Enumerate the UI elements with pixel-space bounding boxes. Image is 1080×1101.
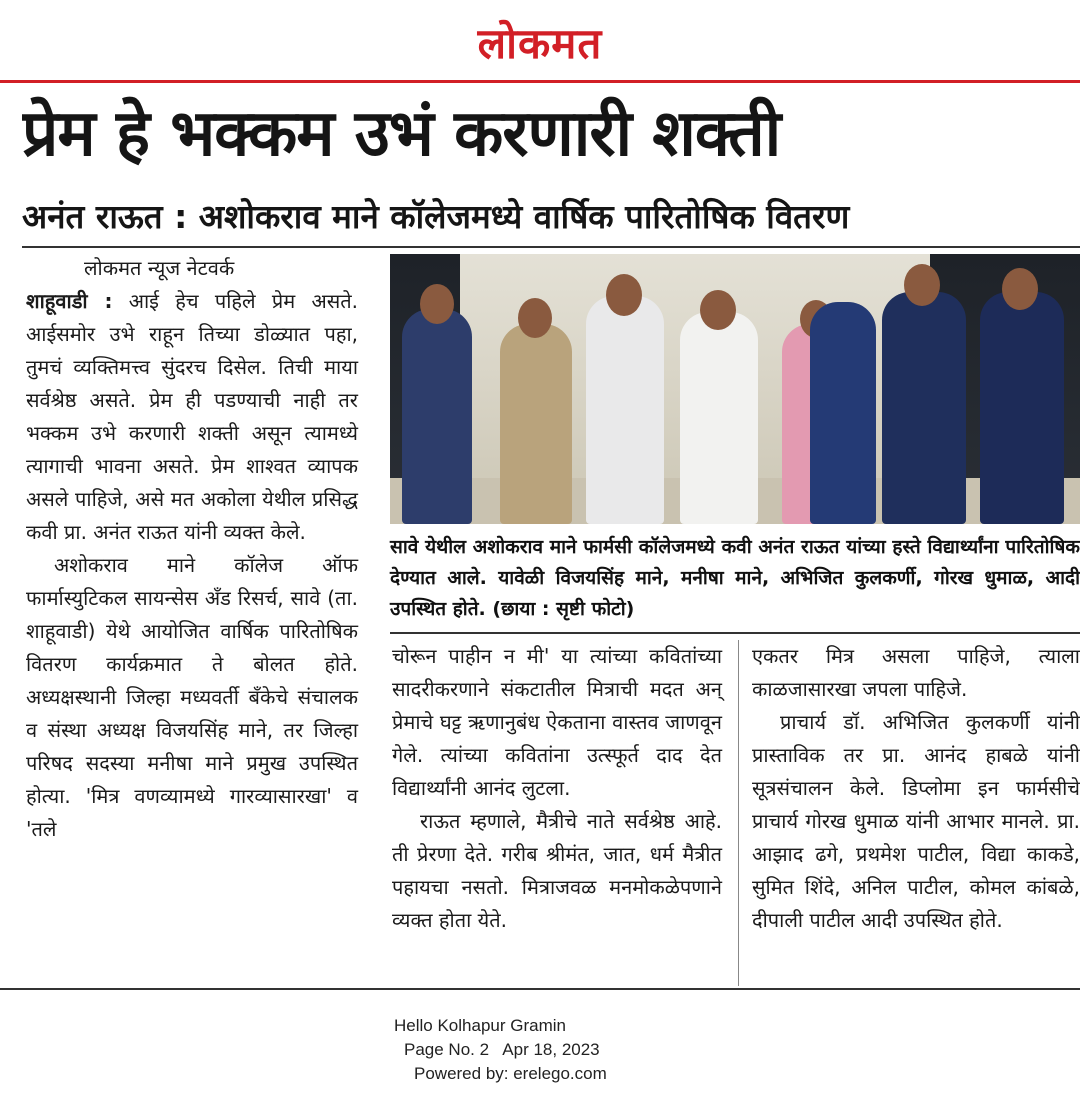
column-3-paragraph-1: एकतर मित्र असला पाहिजे, त्याला काळजासारखा जपला पाहिजे.: [752, 644, 1080, 701]
photo-person-head: [700, 290, 736, 330]
column-1-paragraph-1-text: आई हेच पहिले प्रेम असते. आईसमोर उभे राहून तिच्या डोळ्यात पहा, तुमचं व्यक्तिमत्त्व सुंदरच दिसेल. तिची माया सर्वश्रेष्ठ असते. प्रेम ही पडण्याची नाही तर भक्कम उभे करणारी शक्ती असून त्यामध्ये त्यागाची भावना असते. प्रेम शाश्वत व्यापक असले पाहिजे, असे मत अकोला येथील प्रसिद्ध कवी प्रा. अनंत राऊत यांनी व्यक्त केले.: [26, 289, 358, 544]
epaper-footer: [330, 1014, 750, 1086]
article-column-1: [26, 252, 358, 846]
article-column-2: [392, 640, 722, 937]
column-2-paragraph-1: चोरून पाहीन न मी' या त्यांच्या कवितांच्या सादरीकरणाने संकटातील मित्राची मदत अन् प्रेमाचे घट्ट ऋणानुबंध ऐकताना वास्तव जाणवून गेले. त्यांच्या कवितांना उत्स्फूर्त दाद देत विद्यार्थ्यांनी आनंद लुटला.: [392, 644, 722, 800]
photo-person: [402, 309, 472, 524]
photo-person-head: [1002, 268, 1038, 310]
article-column-3: [752, 640, 1080, 937]
lokmat-logo: लोकमत: [477, 19, 603, 68]
photo-person: [810, 302, 876, 524]
dateline: शाहूवाडी :: [26, 289, 113, 313]
masthead: [0, 14, 1080, 71]
column-3-paragraph-2: प्राचार्य डॉ. अभिजित कुलकर्णी यांनी प्रास्ताविक तर प्रा. आनंद हाबळे यांनी सूत्रसंचालन केले. डिप्लोमा इन फार्मसीचे प्राचार्य गोरख धुमाळ यांनी आभार मानले. प्रा. आझाद ढगे, प्रथमेश पाटील, विद्या काकडे, सुमित शिंदे, अनिल पाटील, कोमल कांबळे, दीपाली पाटील आदी उपस्थित होते.: [752, 710, 1080, 932]
page-bottom-rule: [0, 988, 1080, 990]
byline: लोकमत न्यूज नेटवर्क: [84, 256, 235, 280]
footer-publication: Hello Kolhapur Gramin: [394, 1016, 566, 1035]
caption-divider: [390, 632, 1080, 634]
footer-powered-by: Powered by: erelego.com: [414, 1064, 607, 1083]
masthead-rule: [0, 80, 1080, 83]
column-2-paragraph-2: राऊत म्हणाले, मैत्रीचे नाते सर्वश्रेष्ठ आहे. ती प्रेरणा देते. गरीब श्रीमंत, जात, धर्म मैत्रीत पहायचा नसतो. मित्राजवळ मनमोकळेपणाने व्यक्त होता येते.: [392, 809, 722, 932]
photo-person-head: [420, 284, 454, 324]
article-headline: प्रेम हे भक्कम उभं करणारी शक्ती: [22, 97, 781, 171]
column-1-paragraph-2: अशोकराव माने कॉलेज ऑफ फार्मास्युटिकल सायन्सेस अँड रिसर्च, सावे (ता. शाहूवाडी) येथे आयोजित वार्षिक पारितोषिक वितरण कार्यक्रमात ते बोलत होते. अध्यक्षस्थानी जिल्हा मध्यवर्ती बँकेचे संचालक व संस्था अध्यक्ष विजयसिंह माने, तर जिल्हा परिषद सदस्या मनीषा माने प्रमुख उपस्थित होत्या. 'मित्र वणव्यामध्ये गारव्यासारखा' व 'तले: [26, 553, 358, 841]
photo-person-head: [606, 274, 642, 316]
photo-person: [980, 292, 1064, 524]
footer-page-info: Page No. 2 Apr 18, 2023: [404, 1040, 600, 1059]
photo-person-head: [518, 298, 552, 338]
event-photo: [390, 254, 1080, 524]
photo-person: [882, 292, 966, 524]
photo-person: [586, 296, 664, 524]
column-1-paragraph-1: [26, 285, 358, 549]
photo-person-head: [904, 264, 940, 306]
headline-divider: [22, 246, 1080, 248]
article-subheadline: अनंत राऊत : अशोकराव माने कॉलेजमध्ये वार्षिक पारितोषिक वितरण: [22, 197, 850, 236]
column-divider: [738, 640, 739, 986]
photo-person: [680, 312, 758, 524]
photo-person: [500, 324, 572, 524]
photo-caption: सावे येथील अशोकराव माने फार्मसी कॉलेजमध्ये कवी अनंत राऊत यांच्या हस्ते विद्यार्थ्यांना पारितोषिक देण्यात आले. यावेळी विजयसिंह माने, मनीषा माने, अभिजित कुलकर्णी, गोरख धुमाळ, आदी उपस्थित होते. (छाया : सृष्टी फोटो): [390, 536, 1080, 620]
